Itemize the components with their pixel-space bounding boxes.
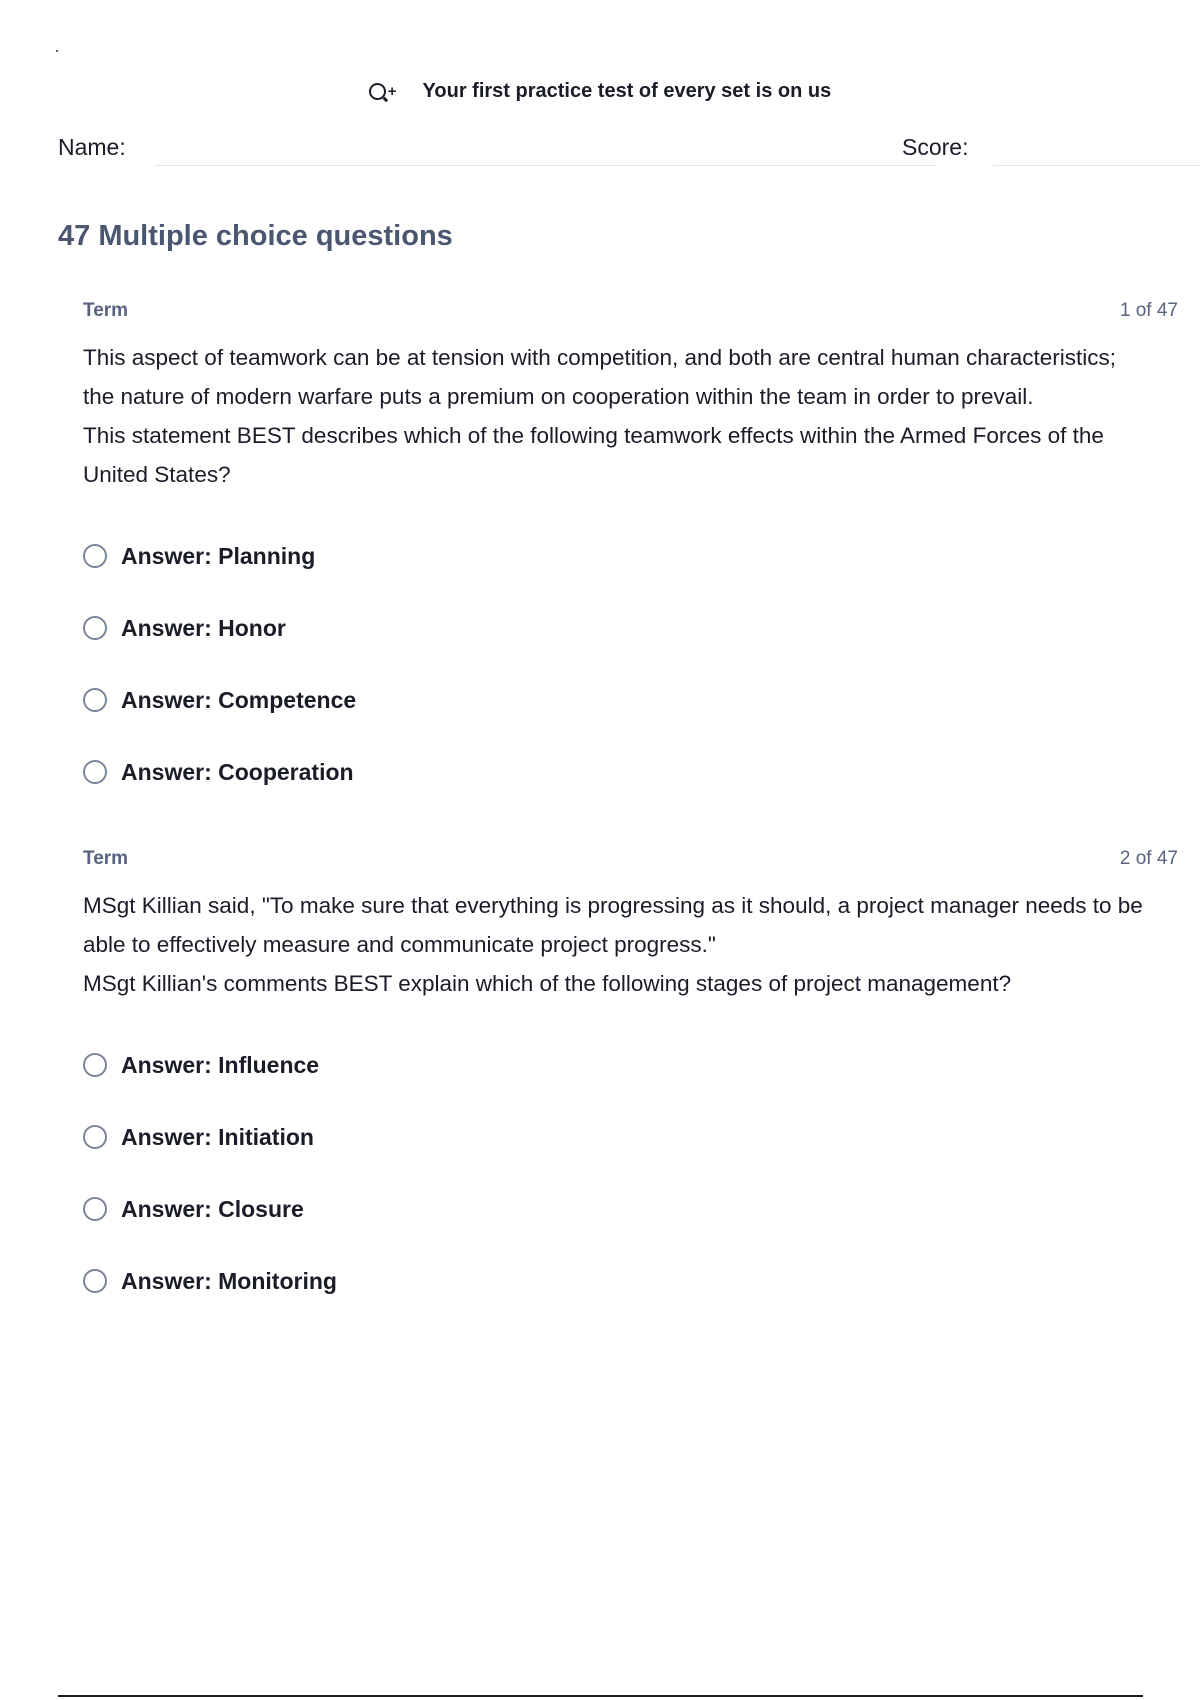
answer-option[interactable] [83,1173,1178,1245]
answer-option[interactable] [83,1101,1178,1173]
answer-label: Answer: Monitoring [121,1267,337,1294]
answer-option[interactable] [83,1245,1178,1317]
radio-button[interactable] [83,616,107,640]
radio-button[interactable] [83,760,107,784]
answer-label: Answer: Honor [121,614,286,641]
question-text-line: MSgt Killian said, "To make sure that everything is progressing as it should, a project manager needs to be able to effectively measure and communicate project progress." [83,893,1143,957]
answer-option[interactable] [83,592,1178,664]
answer-option[interactable] [83,1029,1178,1101]
answer-label: Answer: Initiation [121,1123,314,1150]
answer-label: Answer: Planning [121,542,316,569]
name-field[interactable] [154,165,936,166]
question-count: 2 of 47 [1119,848,1178,869]
stray-dot [56,50,58,52]
q-plus-icon: + [369,83,397,100]
name-score-row [58,130,1178,170]
term-label: Term [83,848,129,869]
radio-button[interactable] [83,688,107,712]
promo-banner[interactable] [0,80,1200,103]
answer-option[interactable] [83,664,1178,736]
radio-button[interactable] [83,1197,107,1221]
section-title: 47 Multiple choice questions [58,220,453,252]
radio-button[interactable] [83,1125,107,1149]
question-text [83,886,1143,1003]
question-text-line: MSgt Killian's comments BEST explain which of the following stages of project management? [83,971,1012,996]
score-label: Score: [902,134,969,160]
answer-options [83,1029,1178,1317]
radio-button[interactable] [83,1269,107,1293]
question-text [83,338,1143,494]
question-count: 1 of 47 [1119,300,1178,321]
answer-label: Answer: Cooperation [121,758,354,785]
question-card-1 [83,300,1178,808]
answer-options [83,520,1178,808]
promo-text: Your first practice test of every set is on us [422,80,832,102]
term-label: Term [83,300,129,321]
radio-button[interactable] [83,1053,107,1077]
question-text-line: This statement BEST describes which of the following teamwork effects within the Armed Forces of the United States? [83,423,1104,487]
answer-option[interactable] [83,520,1178,592]
name-label: Name: [58,134,126,160]
answer-label: Answer: Competence [121,686,357,713]
footer-divider [58,1695,1143,1697]
answer-label: Answer: Closure [121,1195,304,1222]
radio-button[interactable] [83,544,107,568]
question-text-line: This aspect of teamwork can be at tension with competition, and both are central human characteristics; the nature of modern warfare puts a premium on cooperation within the team in order to prevail. [83,345,1117,409]
score-field[interactable] [993,165,1200,166]
question-card-2 [83,848,1178,1317]
answer-option[interactable] [83,736,1178,808]
answer-label: Answer: Influence [121,1051,320,1078]
